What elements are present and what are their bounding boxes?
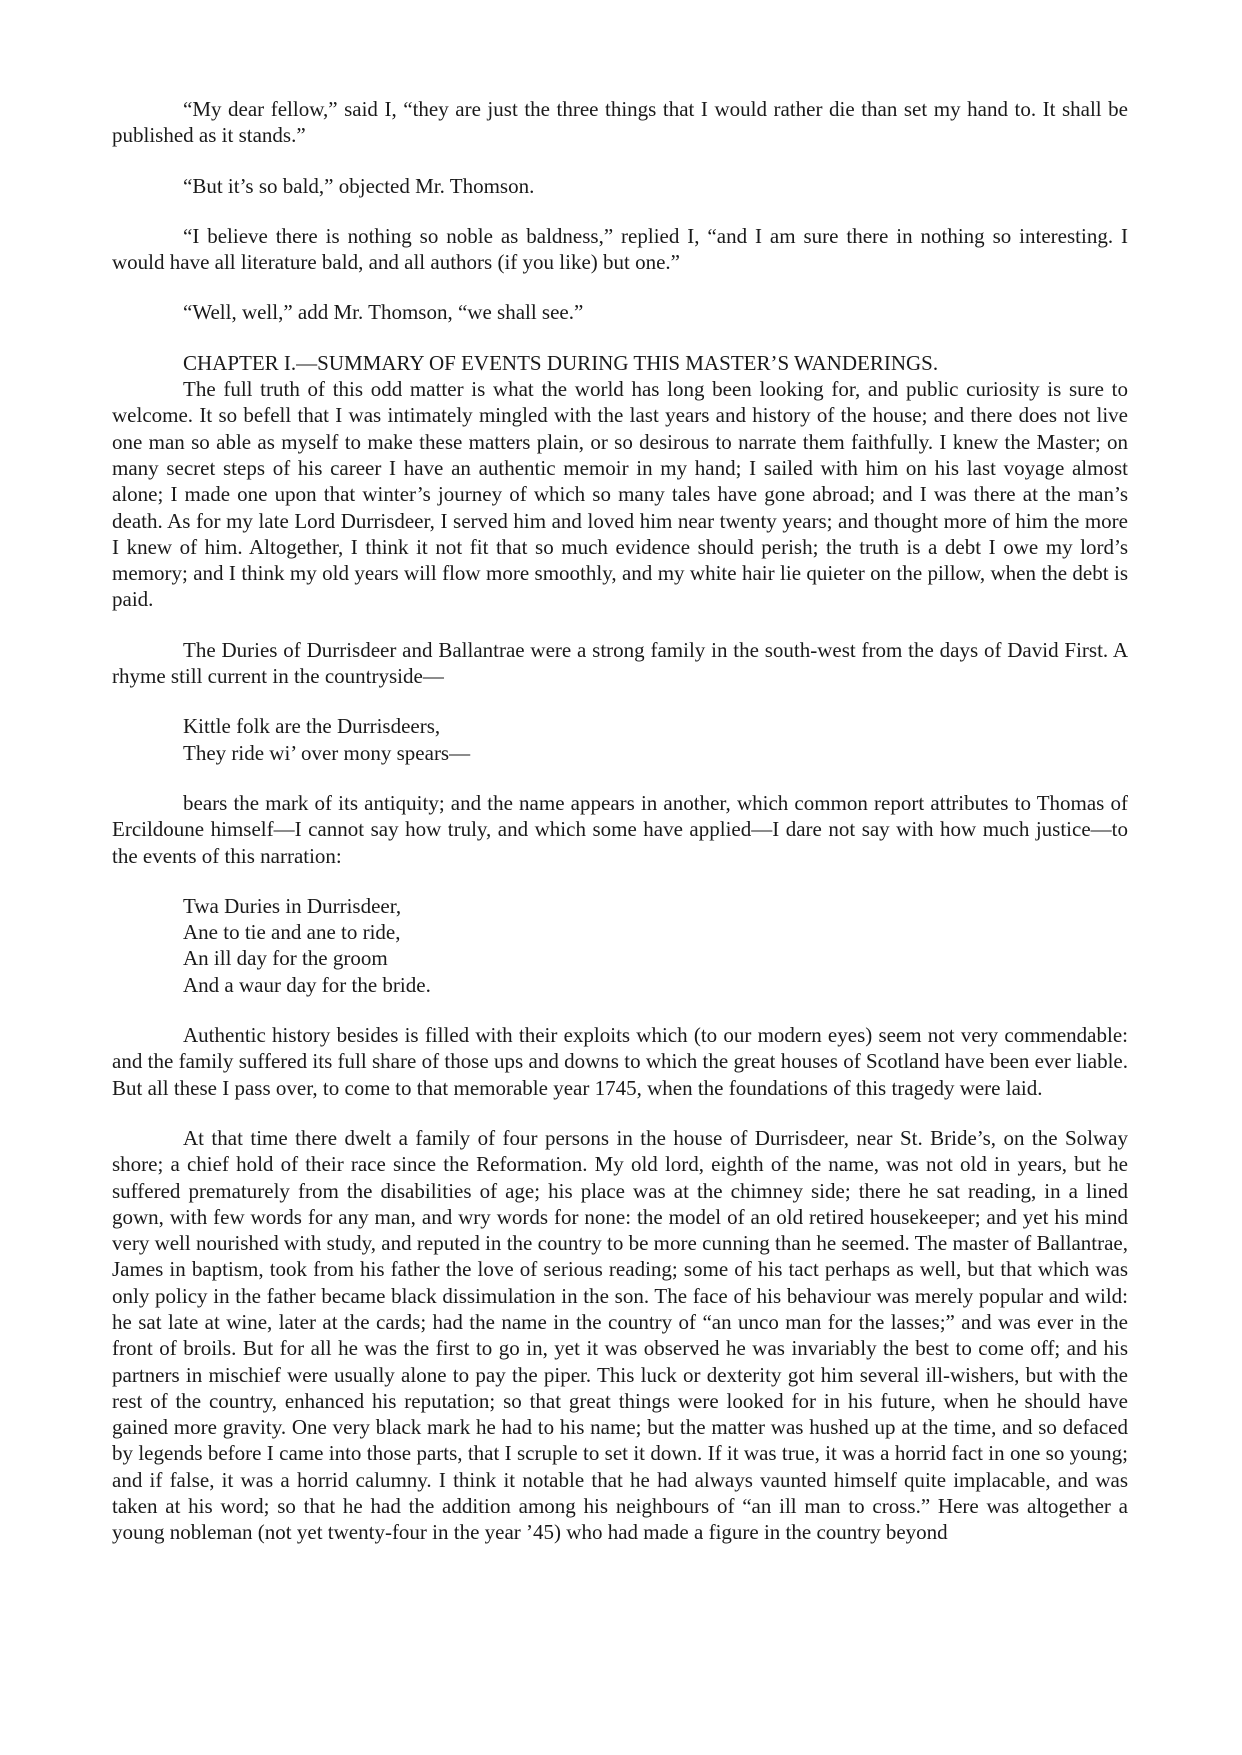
document-page (112, 96, 1128, 1570)
paragraph: At that time there dwelt a family of four persons in the house of Durrisdeer, near St. Bride’s, on the Solway shore; a chief hold of their race since the Reformation. My old lord, eighth of the name, was not old in years, but he suffered prematurely from the disabilities of age; his place was at the chimney side; there he sat reading, in a lined gown, with few words for any man, and wry words for none: the model of an old retired housekeeper; and yet his mind very well nourished with study, and reputed in the country to be more cunning than he seemed. The master of Ballantrae, James in baptism, took from his father the love of serious reading; some of his tact perhaps as well, but that which was only policy in the father became black dissimulation in the son. The face of his behaviour was merely popular and wild: he sat late at wine, later at the cards; had the name in the country of “an unco man for the lasses;” and was ever in the front of broils. But for all he was the first to go in, yet it was observed he was invariably the best to come off; and his partners in mischief were usually alone to pay the piper. This luck or dexterity got him several ill-wishers, but with the rest of the country, enhanced his reputation; so that great things were looked for in his future, when he should have gained more gravity. One very black mark he had to his name; but the matter was hushed up at the time, and so defaced by legends before I came into those parts, that I scruple to set it down. If it was true, it was a horrid fact in one so young; and if false, it was a horrid calumny. I think it notable that he had always vaunted himself quite implacable, and was taken at his word; so that he had the addition among his neighbours of “an ill man to cross.” Here was altogether a young nobleman (not yet twenty-four in the year ’45) who had made a figure in the country beyond (112, 1125, 1128, 1545)
verse-line: They ride wi’ over mony spears— (183, 740, 471, 765)
paragraph: “Well, well,” add Mr. Thomson, “we shall see.” (183, 300, 584, 325)
paragraph: bears the mark of its antiquity; and the name appears in another, which common report attributes to Thomas of Ercildoune himself—I cannot say how truly, and which some have applied—I dare not say with how much justice—to the events of this narration: (112, 790, 1128, 868)
paragraph: “But it’s so bald,” objected Mr. Thomson. (183, 173, 535, 198)
verse-line: Ane to tie and ane to ride, (183, 920, 401, 945)
chapter-heading: CHAPTER I.—SUMMARY OF EVENTS DURING THIS MASTER’S WANDERINGS. (183, 350, 939, 375)
paragraph: The Duries of Durrisdeer and Ballantrae were a strong family in the south-west from the days of David First. A rhyme still current in the countryside— (112, 637, 1128, 689)
verse-block (183, 713, 1128, 766)
paragraph: “My dear fellow,” said I, “they are just the three things that I would rather die than set my hand to. It shall be published as it stands.” (112, 97, 1128, 148)
verse-line: And a waur day for the bride. (183, 972, 431, 997)
paragraph: The full truth of this odd matter is what the world has long been looking for, and public curiosity is sure to welcome. It so befell that I was intimately mingled with the last years and history of the house; and there does not live one man so able as myself to make these matters plain, or so desirous to narrate them faithfully. I knew the Master; on many secret steps of his career I have an authentic memoir in my hand; I sailed with him on his last voyage almost alone; I made one upon that winter’s journey of which so many tales have gone abroad; and I was there at the man’s death. As for my late Lord Durrisdeer, I served him and loved him near twenty years; and thought more of him the more I knew of him. Altogether, I think it not fit that so much evidence should perish; the truth is a debt I owe my lord’s memory; and I think my old years will flow more smoothly, and my white hair lie quieter on the pillow, when the debt is paid. (112, 377, 1128, 612)
paragraph: Authentic history besides is filled with their exploits which (to our modern eyes) seem not very commendable: and the family suffered its full share of those ups and downs to which the great houses of Scotland have been ever liable. But all these I pass over, to come to that memorable year 1745, when the foundations of this tragedy were laid. (112, 1023, 1128, 1100)
verse-line: Twa Duries in Durrisdeer, (183, 893, 402, 918)
verse-line: An ill day for the groom (183, 946, 388, 971)
paragraph: “I believe there is nothing so noble as baldness,” replied I, “and I am sure there in nothing so interesting. I would have all literature bald, and all authors (if you like) but one.” (112, 223, 1128, 275)
verse-block (183, 893, 1128, 998)
verse-line: Kittle folk are the Durrisdeers, (183, 714, 441, 739)
